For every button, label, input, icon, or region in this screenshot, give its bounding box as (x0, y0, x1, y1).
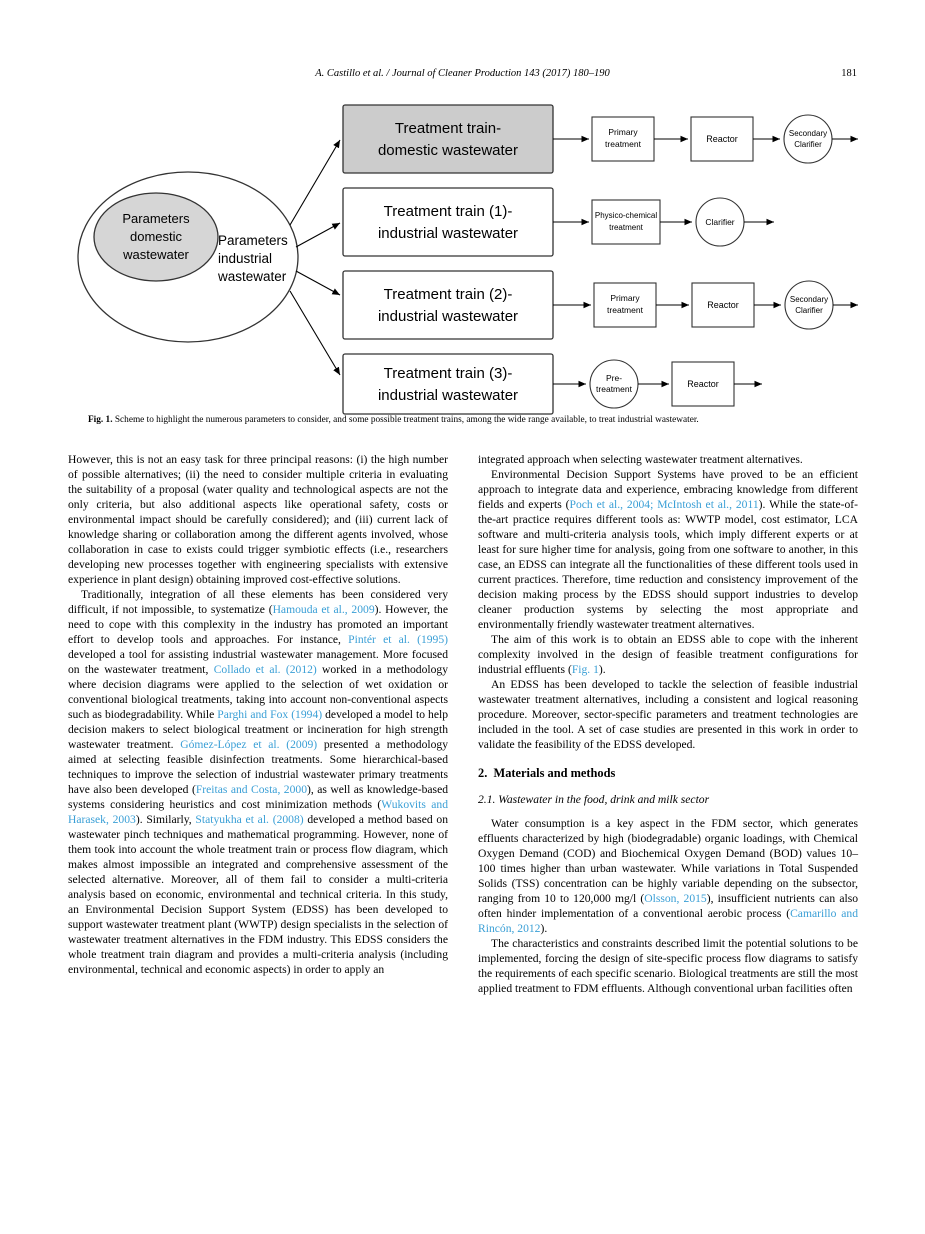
train-4-unit-1-label-line2: treatment (596, 384, 632, 394)
train-box-4 (343, 354, 553, 414)
train-4-unit-1-label-line1: Pre- (605, 373, 623, 383)
left-p2-part-g: ), as well as knowledge-based systems considering heuristics and cost minimization methods ( (68, 783, 449, 811)
left-p2-part-d: worked in a methodology where decision diagrams were applied to the selection of wet oxidation or conventional biological treatments, taking into account non-conventional aspects such as biodegradability. While (68, 663, 449, 721)
citation-pinter-1995[interactable]: Pintér et al. (1995) (348, 633, 449, 646)
right-p5-part-b: ), insufficient nutrients can also often hinder implementation of a conventional aerobic process ( (478, 892, 858, 921)
train-2-unit-1-label-line2: treatment (609, 223, 643, 232)
right-paragraph-4: An EDSS has been developed to tackle the selection of feasible industrial wastewater treatment alternatives, including a consistent and logical reasoning procedure. Moreover, sector-specific parameters and treatment technologies are included in the tool. A set of case studies are presented in this work in order to validate the feasibility of the EDSS developed. (478, 678, 858, 751)
train-1-title-line2: domestic wastewater (377, 142, 519, 159)
figure-1-diagram (68, 95, 858, 415)
right-paragraph-3 (478, 632, 858, 677)
outer-ellipse-label-line3: wastewater (218, 269, 287, 284)
train-3-unit-3-secondary-clarifier (785, 281, 833, 329)
train-1-unit-2-label-line1: Reactor (706, 134, 738, 144)
left-p2-part-a: Traditionally, integration of all these elements has been considered very difficult, if not impossible, to systematize ( (68, 588, 448, 616)
citation-wukovits-harasek-2003[interactable]: Wukovits and Harasek, 2003 (68, 798, 449, 826)
train-2-unit-1-physico-chemical-treatment (592, 200, 660, 244)
train-3-unit-3-label-line2: Clarifier (795, 306, 823, 315)
right-p2-part-b: ). While the state-of-the-art practice requires different tools as: WWTP model, cost estimator, LCA software and multi-criteria analysis tools, which imply different experts or at least for sure higher time for analysis, going from one software to another, in this case, an EDSS can integrate all the functionalities of these different tools used in current practices. Therefore, time reduction and consistency improvement of the decision making process by the EDSS should support industries to develop cleaner production systems by selecting the most appropriate and environmentally friendly wastewater treatment alternatives. (478, 498, 858, 631)
citation-camarillo-rincon-2012[interactable]: Camarillo and Rincón, 2012 (478, 907, 858, 936)
figure-caption (88, 414, 857, 427)
citation-freitas-costa-2000[interactable]: Freitas and Costa, 2000 (195, 783, 307, 796)
left-p2-part-f: presented a methodology aimed at selecting feasible disinfection treatments. Some hierarchical-based techniques to improve the selection of industrial wastewater primary treatments have also been developed ( (68, 738, 448, 796)
running-head (68, 68, 857, 79)
right-p3-part-a: The aim of this work is to obtain an EDSS able to cope with the inherent complexity involved in the design of feasible treatment configurations for industrial effluents ( (478, 633, 858, 676)
connector-train-2 (296, 223, 340, 247)
train-box-2 (343, 188, 553, 256)
body-columns (68, 452, 858, 1182)
train-3-title-line1: Treatment train (2)- (383, 286, 513, 303)
section-title: Materials and methods (493, 766, 616, 780)
left-paragraph-1: However, this is not an easy task for three principal reasons: (i) the high number of possible alternatives; (ii) the need to consider multiple criteria in evaluating the suitability of a proposal (water quality and technological aspects are not the only criteria, but also additional aspects like operational safety, costs or environmental impact should be carefully considered); and (iii) current lack of knowledge sharing or collaboration among the different agents involved, whose collaboration in case to exists could trigger symbiotic effects (i.e., researchers developing new processes together with engineering specialists with extensive experience in plant design) obtaining improved cost-effective solutions. (68, 453, 448, 586)
right-p5-part-a: Water consumption is a key aspect in the FDM sector, which generates effluents characterized by high (biodegradable) organic loadings, with Chemical Oxygen Demand (COD) and Biochemical Oxygen Demand (BOD) values 10–100 times higher than urban wastewater. While variations in Total Suspended Solids (TSS) concentration can be highly variable depending on the subsector, ranging from 10 to 120,000 mg/l ( (478, 817, 858, 906)
train-3-unit-1-label-line2: treatment (607, 305, 643, 315)
train-1-unit-1-label-line1: Primary (608, 127, 638, 137)
left-p2-part-e: developed a model to help decision makers to select biological treatment or incineration for high strength wastewater treatment. (68, 708, 448, 751)
citation-gomez-lopez-2009[interactable]: Gómez-López et al. (2009) (180, 738, 318, 751)
left-paragraph-2 (68, 587, 448, 977)
right-paragraph-1: integrated approach when selecting wastewater treatment alternatives. (478, 453, 803, 466)
figure-caption-text: Scheme to highlight the numerous parameters to consider, and some possible treatment trains, among the wide range available, to treat industrial wastewater. (112, 415, 699, 425)
running-head-citation: A. Castillo et al. / Journal of Cleaner Production 143 (2017) 180–190 (315, 68, 610, 79)
section-number: 2. (478, 766, 488, 780)
connector-train-3 (296, 271, 340, 295)
left-p2-part-i: developed a method based on wastewater pinch techniques and mathematical programming. However, none of them took into account the whole treatment train or process flow diagram, which makes almost impossible an integrated and comprehensive assessment of the selected alternative. Moreover, all of them fail to consider a multi-criteria analysis based on economic, environmental and technical criteria. In this study, an Environmental Decision Support System (EDSS) has been developed to support wastewater treatment plant (WWTP) design specialists in the selection of wastewater treatment alternatives in the FDM industry. This EDSS considers the whole treatment train diagram and provides a multi-criteria analysis (including environmental, technical and economic aspects) in order to apply an (68, 813, 448, 976)
train-1-unit-3-label-line1: Secondary (788, 129, 828, 138)
connector-train-1 (290, 140, 340, 225)
inner-ellipse-label-line3: wastewater (123, 247, 189, 262)
train-2-unit-2-label-line1: Clarifier (705, 217, 735, 227)
figure-1 (68, 95, 858, 415)
connector-train-4 (290, 291, 340, 375)
inner-ellipse-label-line1: Parameters (122, 211, 190, 226)
train-1-unit-1-label-line2: treatment (605, 139, 641, 149)
train-1-unit-3-label-line2: Clarifier (794, 140, 822, 149)
inner-ellipse-label-line2: domestic (129, 229, 183, 244)
citation-statyukha-2008[interactable]: Statyukha et al. (2008) (195, 813, 304, 826)
train-2-title-line1: Treatment train (1)- (383, 203, 513, 220)
train-box-1 (343, 105, 553, 173)
figure-cross-reference[interactable]: Fig. 1 (571, 663, 599, 676)
citation-olsson-2015[interactable]: Olsson, 2015 (644, 892, 707, 906)
train-3-unit-2-label-line1: Reactor (707, 300, 739, 310)
train-3-unit-3-label-line1: Secondary (789, 295, 829, 304)
train-3-unit-1-label-line1: Primary (610, 293, 640, 303)
citation-collado-2012[interactable]: Collado et al. (2012) (213, 663, 317, 676)
section-heading-materials-and-methods (478, 765, 858, 781)
left-p2-part-h: ). Similarly, (135, 813, 196, 826)
left-p2-part-c: developed a tool for assisting industrial wastewater management. More focused on the wastewater treatment, (68, 648, 448, 676)
train-2-title-line2: industrial wastewater (377, 225, 519, 242)
outer-ellipse-label-line1: Parameters (218, 233, 288, 248)
right-paragraph-5 (478, 816, 858, 936)
right-column (478, 452, 858, 1182)
train-box-3 (343, 271, 553, 339)
train-2-unit-1-label-line1: Physico-chemical (594, 211, 658, 220)
right-paragraph-2 (478, 467, 858, 632)
train-4-title-line1: Treatment train (3)- (383, 365, 513, 382)
right-p2-part-a: Environmental Decision Support Systems have proved to be an efficient approach to integrate data and experience, embracing knowledge from different fields and experts ( (478, 468, 858, 511)
train-3-title-line2: industrial wastewater (377, 308, 519, 325)
subsection-heading-wastewater-fdm: 2.1. Wastewater in the food, drink and milk sector (478, 793, 710, 807)
left-column (68, 452, 448, 1182)
right-p5-part-c: ). (540, 922, 548, 936)
train-1-title-line1: Treatment train- (394, 120, 502, 137)
outer-ellipse-label-line2: industrial (218, 251, 273, 266)
left-p2-part-b: ). However, the need to cope with this complexity in the industry has promoted an important effort to develop tools and approaches. For instance, (68, 603, 448, 646)
train-4-title-line2: industrial wastewater (377, 387, 519, 404)
right-paragraph-6: The characteristics and constraints described limit the potential solutions to be implemented, forcing the design of site-specific process flow diagrams to satisfy the requirements of each specific scenario. Biological treatments are still the most applied treatment to FDM effluents. Although conventional urban facilities often (478, 937, 858, 996)
figure-caption-label: Fig. 1. (88, 415, 113, 425)
train-4-unit-2-label-line1: Reactor (687, 379, 719, 389)
page-number: 181 (841, 68, 857, 79)
citation-poch-mcintosh[interactable]: Poch et al., 2004; McIntosh et al., 2011 (569, 498, 759, 511)
right-p3-part-b: ). (598, 663, 606, 676)
citation-parghi-fox-1994[interactable]: Parghi and Fox (1994) (217, 708, 323, 721)
train-1-unit-3-secondary-clarifier (784, 115, 832, 163)
citation-hamouda-2009[interactable]: Hamouda et al., 2009 (272, 603, 375, 616)
